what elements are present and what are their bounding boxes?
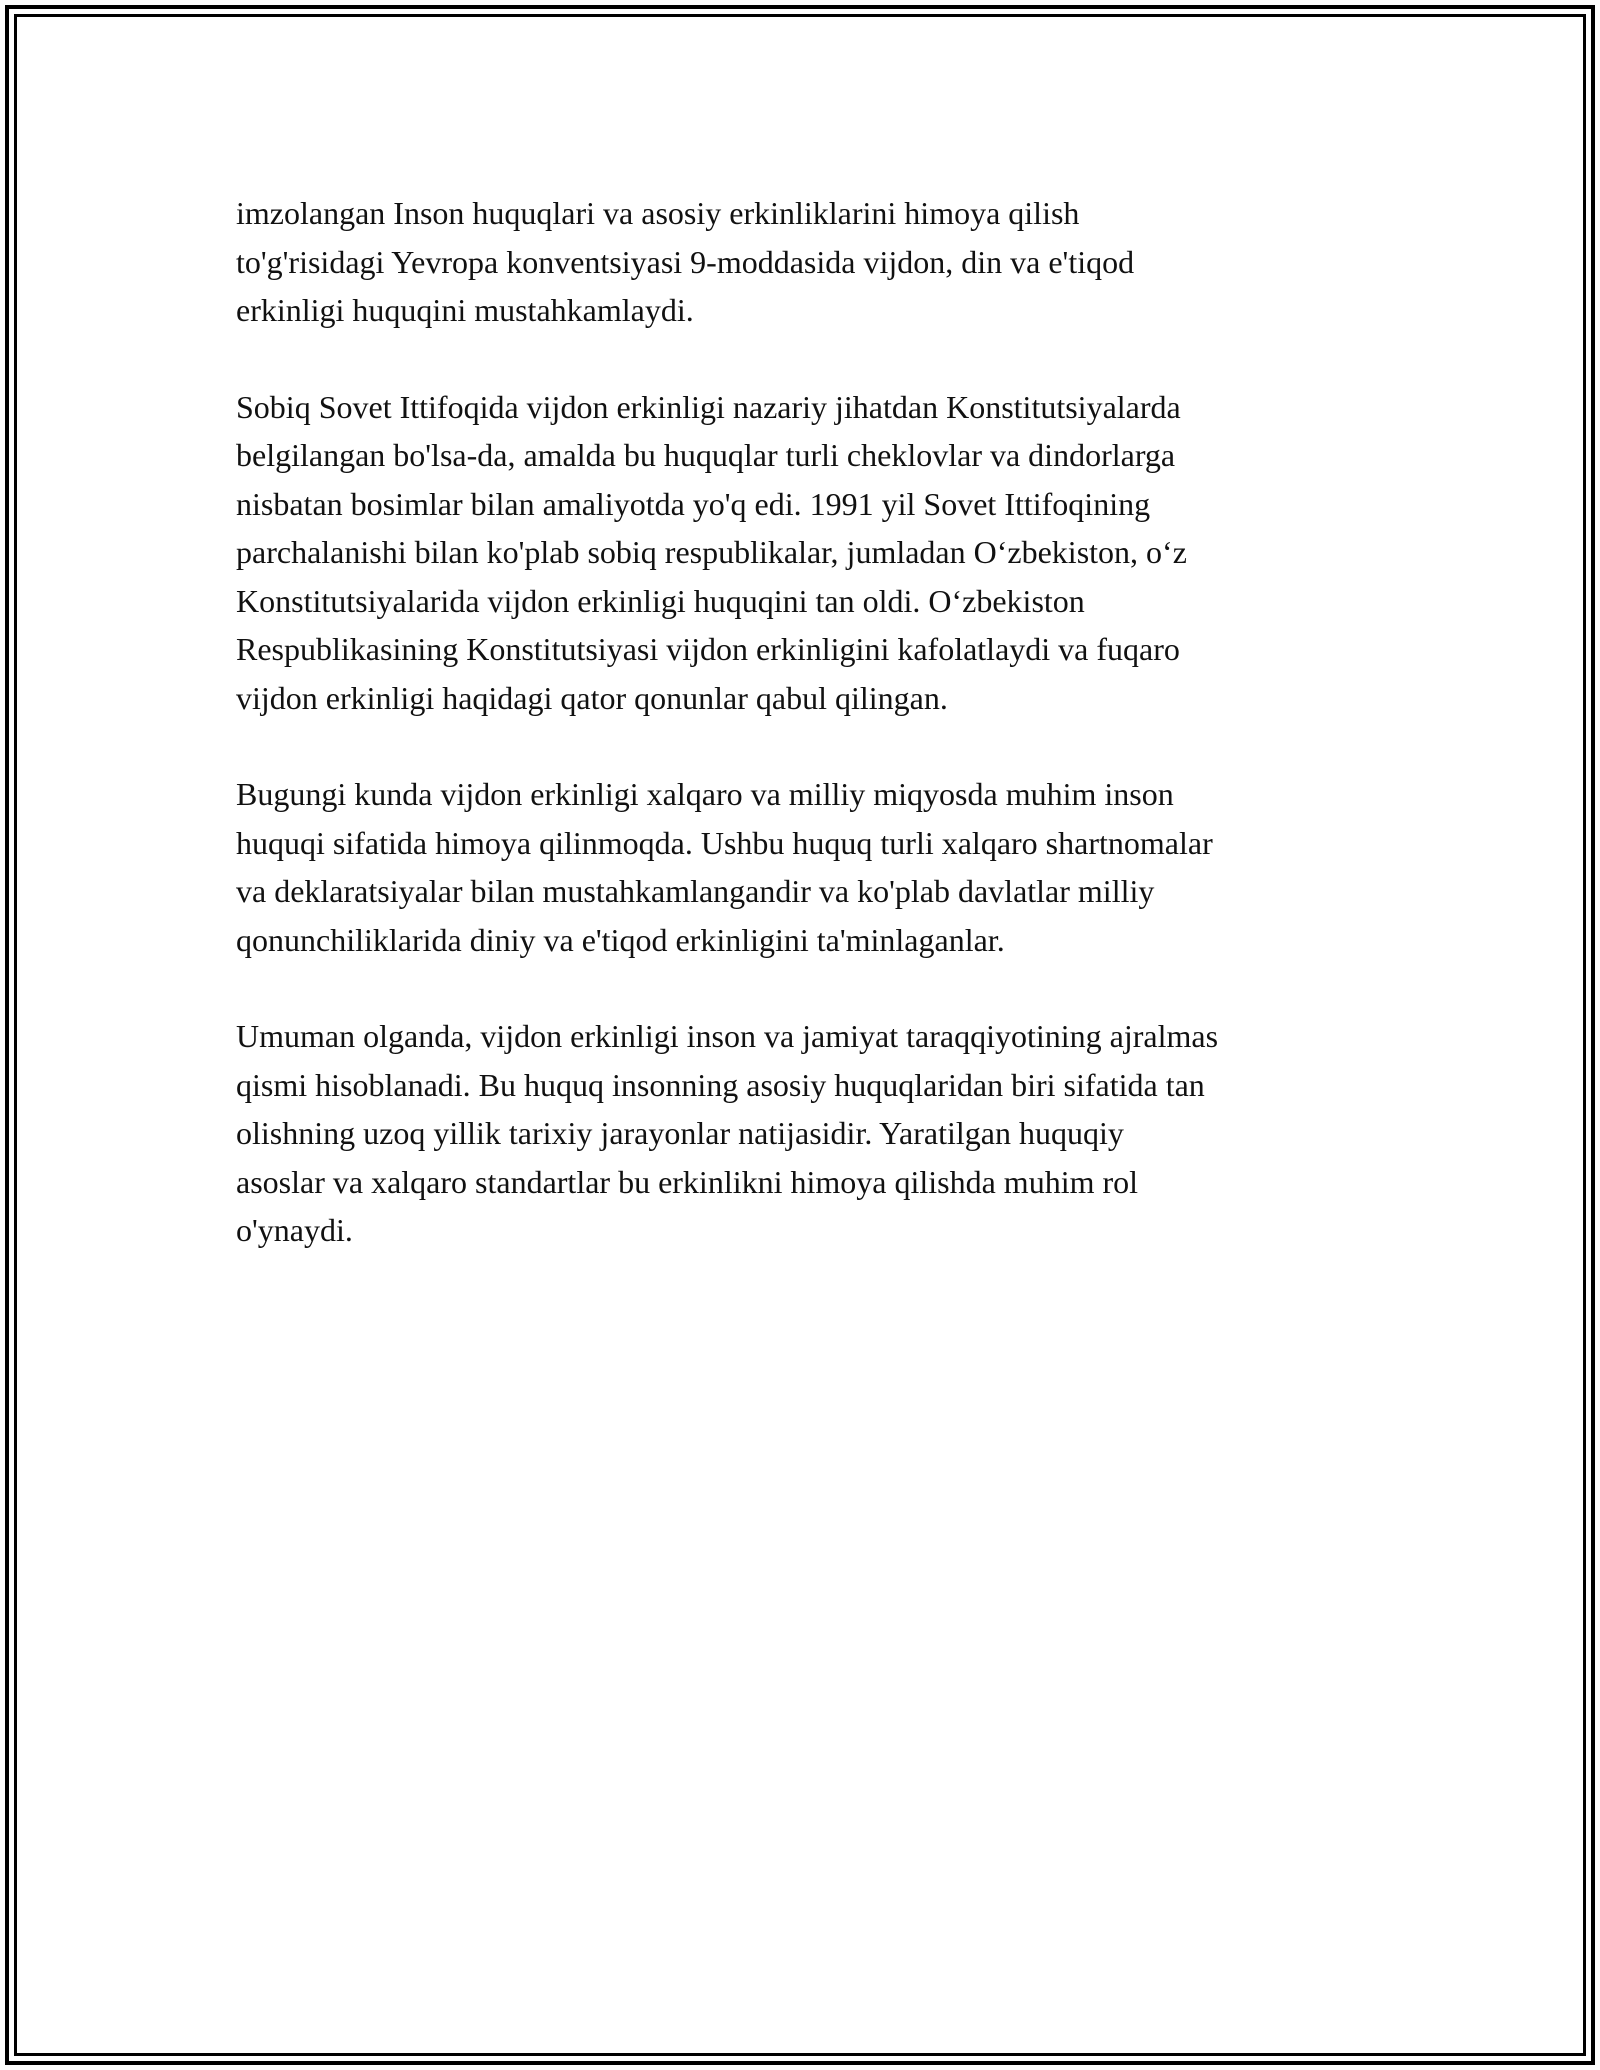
paragraph-european-convention: imzolangan Inson huquqlari va asosiy erkinliklarini himoya qilish to'g'risidagi Yevropa konventsiyasi 9-moddasida vijdon, din va e'tiqod erkinligi huquqini mustahkamlaydi. (236, 195, 1135, 328)
document-body (236, 189, 1376, 1303)
paragraph-conclusion: Umuman olganda, vijdon erkinligi inson va jamiyat taraqqiyotining ajralmas qismi hisoblanadi. Bu huquq insonning asosiy huquqlaridan biri sifatida tan olishning uzoq yillik tarixiy jarayonlar natijasidir. Yaratilgan huquqiy asoslar va xalqaro standartlar bu erkinlikni himoya qilishda muhim rol o'ynaydi. (236, 1018, 1219, 1248)
paragraph-soviet-union: Sobiq Sovet Ittifoqida vijdon erkinligi nazariy jihatdan Konstitutsiyalarda belgilangan bo'lsa-da, amalda bu huquqlar turli cheklovlar va dindorlarga nisbatan bosimlar bilan amaliyotda yo'q edi. 1991 yil Sovet Ittifoqining parchalanishi bilan ko'plab sobiq respublikalar, jumladan O‘zbekiston, o‘z Konstitutsiyalarida vijdon erkinligi huquqini tan oldi. O‘zbekiston Respublikasining Konstitutsiyasi vijdon erkinligini kafolatlaydi va fuqaro vijdon erkinligi haqidagi qator qonunlar qabul qilingan. (236, 388, 1187, 716)
paragraph-international-protection: Bugungi kunda vijdon erkinligi xalqaro va milliy miqyosda muhim inson huquqi sifatida himoya qilinmoqda. Ushbu huquq turli xalqaro shartnomalar va deklaratsiyalar bilan mustahkamlangandir va ko'plab davlatlar milliy qonunchiliklarida diniy va e'tiqod erkinligini ta'minlaganlar. (236, 776, 1213, 958)
